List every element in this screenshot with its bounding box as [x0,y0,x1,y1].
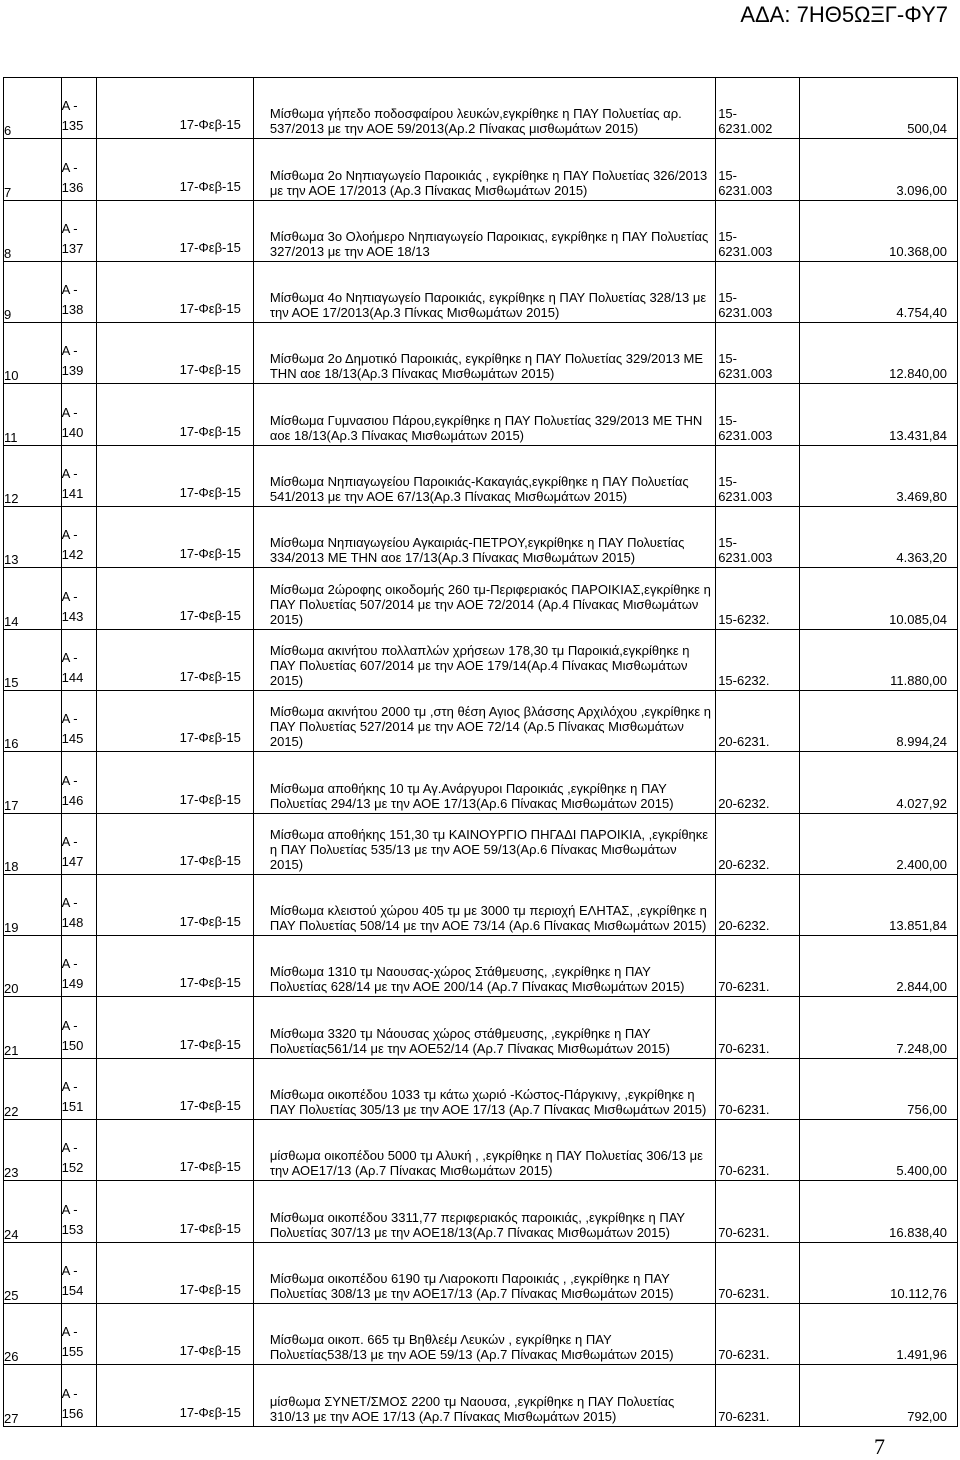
budget-code-cell [716,568,800,629]
reference-cell [61,507,96,568]
row-number: 11 [4,384,62,445]
amount-cell: 4.027,92 [800,752,958,813]
amount-cell: 11.880,00 [800,629,958,690]
budget-code-cell [716,78,800,139]
amount-cell: 500,04 [800,78,958,139]
row-number: 7 [4,139,62,200]
budget-code: 15-6232. [718,672,770,688]
budget-code-cell [716,997,800,1058]
table-row [4,200,958,261]
budget-code-prefix: 15- [718,474,737,490]
description-cell: μίσθωμα ΣΥΝΕΤ/ΣΜΟΣ 2200 τμ Ναουσα, ,εγκρίθηκε η ΠΑΥ Πολυετίας 310/13 με την ΑΟΕ 17/13 (Αρ.7 Πίνακας Μισθωμάτων 2015) [253,1365,715,1426]
reference-cell [61,629,96,690]
row-number: 21 [4,997,62,1058]
amount-cell: 12.840,00 [800,323,958,384]
amount-cell: 5.400,00 [800,1120,958,1181]
table-body [4,78,958,1427]
date-cell: 17-Φεβ-15 [97,261,254,322]
reference-prefix: Α - [61,833,78,849]
description-cell: Μίσθωμα αποθήκης 151,30 τμ ΚΑΙΝΟΥΡΓΙΟ ΠΗΓΑΔΙ ΠΑΡΟΙΚΙΑ, ,εγκρίθηκε η ΠΑΥ Πολυετίας 535/13 με την ΑΟΕ 59/13(Αρ.6 Πίνακας Μισθωμάτων 2015) [253,813,715,874]
row-number: 13 [4,507,62,568]
amount-cell: 10.085,04 [800,568,958,629]
date-cell: 17-Φεβ-15 [97,997,254,1058]
description-cell: Μίσθωμα 3ο Ολοήμερο Νηπιαγωγείο Παροικιας, εγκρίθηκε η ΠΑΥ Πολυετίας 327/2013 με την ΑΟΕ 18/13 [253,200,715,261]
reference-cell [61,568,96,629]
date-cell: 17-Φεβ-15 [97,139,254,200]
table-row [4,507,958,568]
amount-cell: 756,00 [800,1058,958,1119]
reference-cell [61,384,96,445]
reference-cell [61,813,96,874]
table-row [4,874,958,935]
amount-cell: 3.096,00 [800,139,958,200]
budget-code: 15-6232. [718,611,770,627]
row-number: 18 [4,813,62,874]
amount-cell: 10.368,00 [800,200,958,261]
budget-code: 6231.002 [718,121,773,137]
reference-cell [61,323,96,384]
budget-code-prefix: 15- [718,351,737,367]
reference-cell [61,752,96,813]
table-row [4,568,958,629]
date-cell: 17-Φεβ-15 [97,1303,254,1364]
budget-code: 6231.003 [718,305,773,321]
budget-code-cell [716,200,800,261]
reference-prefix: Α - [61,159,78,175]
date-cell: 17-Φεβ-15 [97,1181,254,1242]
reference-prefix: Α - [61,711,78,727]
budget-code: 20-6232. [718,795,770,811]
reference-prefix: Α - [61,343,78,359]
reference-number: 152 [61,1160,84,1176]
budget-code: 6231.003 [718,550,773,566]
date-cell: 17-Φεβ-15 [97,445,254,506]
reference-cell [61,936,96,997]
description-cell: Μίσθωμα 1310 τμ Ναουσας-χώρος Στάθμευσης, ,εγκρίθηκε η ΠΑΥ Πολυετίας 628/14 με την ΑΟΕ 200/14 (Αρ.7 Πίνακας Μισθωμάτων 2015) [253,936,715,997]
reference-prefix: Α - [61,527,78,543]
row-number: 17 [4,752,62,813]
table-row [4,1365,958,1426]
reference-number: 145 [61,731,84,747]
reference-number: 154 [61,1282,84,1298]
budget-code-prefix: 15- [718,228,737,244]
reference-prefix: Α - [61,649,78,665]
budget-code-prefix: 15- [718,412,737,428]
reference-number: 146 [61,792,84,808]
date-cell: 17-Φεβ-15 [97,1242,254,1303]
reference-number: 155 [61,1344,84,1360]
row-number: 20 [4,936,62,997]
description-cell: Μίσθωμα οικοπέδου 6190 τμ Λιαροκοπι Παροικιάς , ,εγκρίθηκε η ΠΑΥ Πολυετίας 308/13 με την ΑΟΕ17/13 (Αρ.7 Πίνακας Μισθωμάτων 2015) [253,1242,715,1303]
reference-number: 139 [61,363,84,379]
reference-prefix: Α - [61,404,78,420]
description-cell: Μίσθωμα κλειστού χώρου 405 τμ με 3000 τμ περιοχή ΕΛΗΤΑΣ, ,εγκρίθηκε η ΠΑΥ Πολυετίας 508/14 με την ΑΟΕ 73/14 (Αρ.6 Πίνακας Μισθωμάτων 2015) [253,874,715,935]
reference-number: 148 [61,915,84,931]
table-row [4,139,958,200]
table-row [4,813,958,874]
page-number: 7 [874,1434,885,1459]
budget-code: 20-6231. [718,734,770,750]
reference-number: 150 [61,1037,84,1053]
reference-prefix: Α - [61,220,78,236]
description-cell: Μίσθωμα Γυμνασιου Πάρου,εγκρίθηκε η ΠΑΥ Πολυετίας 329/2013 ΜΕ ΤΗΝ αοε 18/13(Αρ.3 Πίνακας Μισθωμάτων 2015) [253,384,715,445]
reference-cell [61,1120,96,1181]
amount-cell: 8.994,24 [800,690,958,751]
reference-prefix: Α - [61,98,78,114]
budget-code-cell [716,874,800,935]
budget-code-cell [716,1120,800,1181]
description-cell: Μίσθωμα αποθήκης 10 τμ Αγ.Ανάργυροι Παροικιάς ,εγκρίθηκε η ΠΑΥ Πολυετίας 294/13 με την ΑΟΕ 17/13(Αρ.6 Πίνακας Μισθωμάτων 2015) [253,752,715,813]
description-cell: Μίσθωμα οικοπ. 665 τμ Βηθλεέμ Λευκών , εγκρίθηκε η ΠΑΥ Πολυετίας538/13 με την ΑΟΕ 59/13 (Αρ.7 Πίνακας Μισθωμάτων 2015) [253,1303,715,1364]
reference-cell [61,200,96,261]
reference-prefix: Α - [61,1201,78,1217]
row-number: 27 [4,1365,62,1426]
row-number: 22 [4,1058,62,1119]
reference-cell [61,874,96,935]
row-number: 6 [4,78,62,139]
amount-cell: 1.491,96 [800,1303,958,1364]
budget-code-cell [716,813,800,874]
budget-code: 70-6231. [718,979,770,995]
reference-prefix: Α - [61,772,78,788]
reference-prefix: Α - [61,895,78,911]
description-cell: Μίσθωμα Νηπιαγωγείου Παροικιάς-Κακαγιάς,εγκρίθηκε η ΠΑΥ Πολυετίας 541/2013 με την ΑΟΕ 67/13(Αρ.3 Πίνακας Μισθωμάτων 2015) [253,445,715,506]
reference-number: 136 [61,179,84,195]
description-cell: Μίσθωμα 2ώροφης οικοδομής 260 τμ-Περιφεριακός ΠΑΡΟΙΚΙΑΣ,εγκρίθηκε η ΠΑΥ Πολυετίας 507/2014 με την ΑΟΕ 72/2014 (Αρ.4 Πίνακας Μισθωμάτων 2015) [253,568,715,629]
reference-number: 149 [61,976,84,992]
amount-cell: 4.363,20 [800,507,958,568]
row-number: 15 [4,629,62,690]
budget-code-cell [716,261,800,322]
table-row [4,752,958,813]
row-number: 8 [4,200,62,261]
date-cell: 17-Φεβ-15 [97,690,254,751]
table-row [4,1058,958,1119]
table-row [4,997,958,1058]
table-row [4,384,958,445]
lease-payments-table [3,77,958,1427]
budget-code: 70-6231. [718,1347,770,1363]
row-number: 24 [4,1181,62,1242]
amount-cell: 2.400,00 [800,813,958,874]
description-cell: μίσθωμα οικοπέδου 5000 τμ Αλυκή , ,εγκρίθηκε η ΠΑΥ Πολυετίας 306/13 με την ΑΟΕ17/13 (Αρ.7 Πίνακας Μισθωμάτων 2015) [253,1120,715,1181]
amount-cell: 792,00 [800,1365,958,1426]
table-row [4,690,958,751]
budget-code-cell [716,1242,800,1303]
description-cell: Μίσθωμα Νηπιαγωγείου Αγκαιριάς-ΠΕΤΡΟΥ,εγκρίθηκε η ΠΑΥ Πολυετίας 334/2013 ΜΕ ΤΗΝ αοε 17/13(Αρ.3 Πίνακας Μισθωμάτων 2015) [253,507,715,568]
row-number: 23 [4,1120,62,1181]
description-cell: Μίσθωμα 4ο Νηπιαγωγείο Παροικιάς, εγκρίθηκε η ΠΑΥ Πολυετίας 328/13 με την ΑΟΕ 17/2013(Αρ.3 Πίνκας Μισθωμάτων 2015) [253,261,715,322]
table-row [4,629,958,690]
ada-code: ΑΔΑ: 7ΗΘ5ΩΞΓ-ΦΥ7 [740,2,948,27]
budget-code-cell [716,384,800,445]
reference-number: 156 [61,1405,84,1421]
budget-code: 70-6231. [718,1224,770,1240]
date-cell: 17-Φεβ-15 [97,568,254,629]
amount-cell: 13.851,84 [800,874,958,935]
budget-code-cell [716,1365,800,1426]
date-cell: 17-Φεβ-15 [97,752,254,813]
budget-code: 6231.003 [718,182,773,198]
budget-code-cell [716,752,800,813]
reference-prefix: Α - [61,1017,78,1033]
budget-code: 70-6231. [718,1102,770,1118]
description-cell: Μίσθωμα 2ο Δημοτικό Παροικιάς, εγκρίθηκε η ΠΑΥ Πολυετίας 329/2013 ΜΕ ΤΗΝ αοε 18/13(Αρ.3 Πίνακας Μισθωμάτων 2015) [253,323,715,384]
reference-cell [61,445,96,506]
budget-code: 6231.003 [718,427,773,443]
date-cell: 17-Φεβ-15 [97,507,254,568]
budget-code: 70-6231. [718,1040,770,1056]
reference-number: 135 [61,118,84,134]
reference-prefix: Α - [61,1324,78,1340]
reference-cell [61,997,96,1058]
description-cell: Μίσθωμα ακινήτου πολλαπλών χρήσεων 178,30 τμ Παροικιά,εγκρίθηκε η ΠΑΥ Πολυετίας 607/2014 με την ΑΟΕ 179/14(Αρ.4 Πίνακας Μισθωμάτων 2015) [253,629,715,690]
reference-cell [61,1058,96,1119]
reference-number: 142 [61,547,84,563]
table-row [4,1120,958,1181]
reference-cell [61,1181,96,1242]
description-cell: Μίσθωμα 2ο Νηπιαγωγείο Παροικιάς , εγκρίθηκε η ΠΑΥ Πολυετίας 326/2013 με την ΑΟΕ 17/2013 (Αρ.3 Πίνακας Μισθωμάτων 2015) [253,139,715,200]
date-cell: 17-Φεβ-15 [97,78,254,139]
reference-prefix: Α - [61,1079,78,1095]
date-cell: 17-Φεβ-15 [97,1120,254,1181]
table-row [4,1181,958,1242]
reference-number: 143 [61,608,84,624]
reference-prefix: Α - [61,1262,78,1278]
table-row [4,445,958,506]
date-cell: 17-Φεβ-15 [97,200,254,261]
table-row [4,78,958,139]
amount-cell: 4.754,40 [800,261,958,322]
budget-code: 6231.003 [718,366,773,382]
budget-code-cell [716,507,800,568]
table-row [4,1303,958,1364]
date-cell: 17-Φεβ-15 [97,936,254,997]
reference-number: 137 [61,240,84,256]
description-cell: Μίσθωμα 3320 τμ Νάουσας χώρος στάθμευσης, ,εγκρίθηκε η ΠΑΥ Πολυετίας561/14 με την ΑΟΕ52/14 (Αρ.7 Πίνακας Μισθωμάτων 2015) [253,997,715,1058]
reference-prefix: Α - [61,282,78,298]
reference-number: 151 [61,1099,84,1115]
reference-prefix: Α - [61,956,78,972]
budget-code-cell [716,323,800,384]
reference-cell [61,1365,96,1426]
reference-cell [61,690,96,751]
reference-number: 147 [61,853,84,869]
budget-code-cell [716,936,800,997]
reference-cell [61,1303,96,1364]
budget-code-cell [716,629,800,690]
table-row [4,261,958,322]
budget-code-prefix: 15- [718,106,737,122]
amount-cell: 13.431,84 [800,384,958,445]
budget-code-prefix: 15- [718,535,737,551]
budget-code-cell [716,1303,800,1364]
reference-cell [61,139,96,200]
description-cell: Μίσθωμα οικοπέδου 3311,77 περιφεριακός παροικιάς, ,εγκρίθηκε η ΠΑΥ Πολυετίας 307/13 με την ΑΟΕ18/13(Αρ.7 Πίνακας Μισθωμάτων 2015) [253,1181,715,1242]
row-number: 10 [4,323,62,384]
amount-cell: 10.112,76 [800,1242,958,1303]
row-number: 14 [4,568,62,629]
reference-cell [61,261,96,322]
date-cell: 17-Φεβ-15 [97,874,254,935]
budget-code-cell [716,1181,800,1242]
row-number: 9 [4,261,62,322]
budget-code: 6231.003 [718,489,773,505]
budget-code-prefix: 15- [718,290,737,306]
reference-number: 138 [61,302,84,318]
budget-code-cell [716,1058,800,1119]
row-number: 16 [4,690,62,751]
date-cell: 17-Φεβ-15 [97,1365,254,1426]
budget-code: 6231.003 [718,243,773,259]
reference-number: 140 [61,424,84,440]
reference-number: 153 [61,1221,84,1237]
description-cell: Μίσθωμα οικοπέδου 1033 τμ κάτω χωριό -Κώστος-Πάργκινγ, ,εγκρίθηκε η ΠΑΥ Πολυετίας 305/13 με την ΑΟΕ 17/13 (Αρ.7 Πίνακας Μισθωμάτων 2015) [253,1058,715,1119]
amount-cell: 2.844,00 [800,936,958,997]
budget-code: 70-6231. [718,1408,770,1424]
reference-prefix: Α - [61,1140,78,1156]
date-cell: 17-Φεβ-15 [97,384,254,445]
reference-prefix: Α - [61,1385,78,1401]
reference-prefix: Α - [61,588,78,604]
row-number: 26 [4,1303,62,1364]
budget-code: 70-6231. [718,1285,770,1301]
table-row [4,1242,958,1303]
budget-code-cell [716,690,800,751]
budget-code: 70-6231. [718,1163,770,1179]
description-cell: Μίσθωμα γήπεδο ποδοσφαίρου λευκών,εγκρίθηκε η ΠΑΥ Πολυετίας αρ. 537/2013 με την ΑΟΕ 59/2013(Αρ.2 Πίνακας μισθωμάτων 2015) [253,78,715,139]
date-cell: 17-Φεβ-15 [97,1058,254,1119]
budget-code-cell [716,139,800,200]
description-cell: Μίσθωμα ακινήτου 2000 τμ ,στη θέση Αγιος βλάσσης Αρχιλόχου ,εγκρίθηκε η ΠΑΥ Πολυετίας 527/2014 με την ΑΟΕ 72/14 (Αρ.5 Πίνακας Μισθωμάτων 2015) [253,690,715,751]
reference-number: 144 [61,669,84,685]
amount-cell: 7.248,00 [800,997,958,1058]
amount-cell: 16.838,40 [800,1181,958,1242]
reference-cell [61,78,96,139]
budget-code-prefix: 15- [718,167,737,183]
row-number: 19 [4,874,62,935]
row-number: 12 [4,445,62,506]
table-row [4,323,958,384]
budget-code-cell [716,445,800,506]
table-row [4,936,958,997]
date-cell: 17-Φεβ-15 [97,323,254,384]
row-number: 25 [4,1242,62,1303]
reference-number: 141 [61,486,84,502]
date-cell: 17-Φεβ-15 [97,813,254,874]
reference-cell [61,1242,96,1303]
budget-code: 20-6232. [718,856,770,872]
amount-cell: 3.469,80 [800,445,958,506]
reference-prefix: Α - [61,466,78,482]
budget-code: 20-6232. [718,918,770,934]
date-cell: 17-Φεβ-15 [97,629,254,690]
